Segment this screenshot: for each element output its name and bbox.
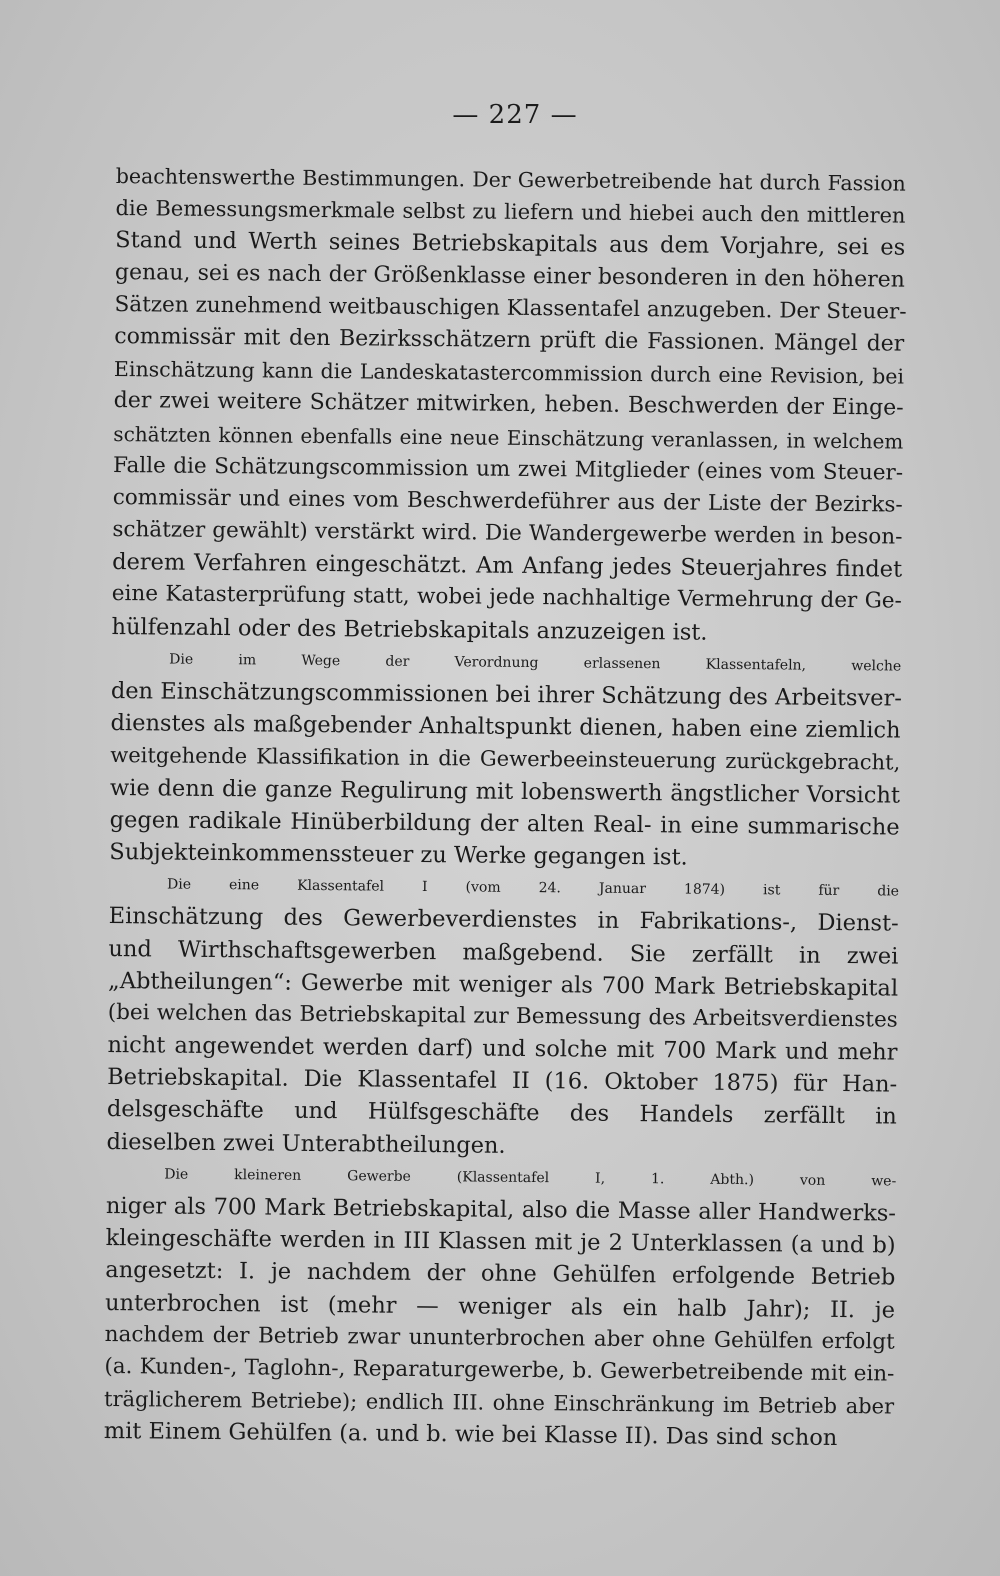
text-line: dienstes als maßgebender Anhaltspunkt dienen, haben eine ziemlich xyxy=(110,710,901,744)
text-line: hülfenzahl oder des Betriebskapitals anzuzeigen ist. xyxy=(111,613,708,646)
text-line: (a. Kunden-, Taglohn-, Reparaturgewerbe, b. Gewerbetreibende mit ein- xyxy=(104,1353,895,1387)
text-line: Die eine Klassentafel I (vom 24. Januar 1874) ist für die xyxy=(166,876,900,900)
paragraph xyxy=(104,1158,897,1455)
text-line: Betriebskapital. Die Klassentafel II (16. Oktober 1875) für Han- xyxy=(107,1064,898,1098)
text-line: mit Einem Gehülfen (a. und b. wie bei Klasse II). Das sind schon xyxy=(103,1418,838,1452)
paragraph xyxy=(109,643,901,876)
text-line: angesetzt: I. je nachdem der ohne Gehülfen erfolgende Betrieb xyxy=(105,1257,896,1291)
text-line: derem Verfahren eingeschätzt. Am Anfang jedes Steuerjahres findet xyxy=(112,549,903,583)
text-line: Die im Wege der Verordnung erlassenen Klassentafeln, welche xyxy=(169,651,902,675)
text-line: schätzer gewählt) verstärkt wird. Die Wandergewerbe werden in beson- xyxy=(112,517,903,550)
text-line: (bei welchen das Betriebskapital zur Bemessung des Arbeitsverdienstes xyxy=(107,999,898,1033)
paragraph xyxy=(106,868,899,1165)
text-line: delsgeschäfte und Hülfsgeschäfte des Handels zerfällt in xyxy=(106,1096,897,1130)
text-line: Subjekteinkommenssteuer zu Werke gegangen ist. xyxy=(109,838,688,871)
text-line: unterbrochen ist (mehr — weniger als ein halb Jahr); II. je xyxy=(104,1289,896,1324)
body-text xyxy=(104,160,906,1455)
text-line: niger als 700 Mark Betriebskapital, also die Masse aller Handwerks- xyxy=(105,1192,897,1227)
text-line: „Abtheilungen“: Gewerbe mit weniger als 700 Mark Betriebskapital xyxy=(107,967,899,1002)
text-line: der zwei weitere Schätzer mitwirken, heben. Beschwerden der Einge- xyxy=(113,388,904,421)
text-line: gegen radikale Hinüberbildung der alten Real- in eine summarische xyxy=(109,806,900,841)
text-line: weitgehende Klassifikation in die Gewerbeeinsteuerung zurückgebracht, xyxy=(110,743,901,775)
text-line: Einschätzung des Gewerbeverdienstes in Fabrikations-, Dienst- xyxy=(108,903,899,937)
text-line: träglicherem Betriebe); endlich III. ohne Einschränkung im Betrieb aber xyxy=(103,1387,895,1419)
text-line: commissär mit den Bezirksschätzern prüft die Fassionen. Mängel der xyxy=(114,323,905,357)
text-line: und Wirthschaftsgewerben maßgebend. Sie zerfällt in zwei xyxy=(108,935,899,970)
text-line: Falle die Schätzungscommission um zwei Mitglieder (eines vom Steuer- xyxy=(112,452,904,486)
text-line: schätzten können ebenfalls eine neue Einschätzung veranlassen, in welchem xyxy=(113,421,904,454)
text-line: genau, sei es nach der Größenklasse einer besonderen in den höheren xyxy=(114,259,906,293)
text-line: Die kleineren Gewerbe (Klassentafel I, 1. Abth.) von we- xyxy=(164,1166,897,1190)
text-line: den Einschätzungscommissionen bei ihrer Schätzung des Arbeitsver- xyxy=(110,677,903,712)
text-line: nicht angewendet werden darf) und solche mit 700 Mark und mehr xyxy=(107,1032,898,1066)
text-line: nachdem der Betrieb zwar ununterbrochen aber ohne Gehülfen erfolgt xyxy=(104,1321,895,1355)
text-line: Sätzen zunehmend weitbauschigen Klassentafel anzugeben. Der Steuer- xyxy=(114,291,907,325)
page-number: — 227 — xyxy=(452,100,578,130)
text-line: eine Katasterprüfung statt, wobei jede nachhaltige Vermehrung der Ge- xyxy=(111,581,902,615)
text-line: wie denn die ganze Regulirung mit lobenswerth ängstlicher Vorsicht xyxy=(109,774,901,809)
text-line: Stand und Werth seines Betriebskapitals aus dem Vorjahre, sei es xyxy=(115,227,906,261)
text-line: beachtenswerthe Bestimmungen. Der Gewerbetreibende hat durch Fassion xyxy=(115,163,906,196)
text-line: commissär und eines vom Beschwerdeführer aus der Liste der Bezirks- xyxy=(112,484,903,518)
text-line: kleingeschäfte werden in III Klassen mit je 2 Unterklassen (a und b) xyxy=(105,1225,896,1259)
text-line: dieselben zwei Unterabtheilungen. xyxy=(106,1128,506,1159)
text-line: die Bemessungsmerkmale selbst zu liefern und hiebei auch den mittleren xyxy=(115,196,906,228)
text-line: Einschätzung kann die Landeskatastercommission durch eine Revision, bei xyxy=(113,357,905,389)
paragraph xyxy=(111,160,906,650)
